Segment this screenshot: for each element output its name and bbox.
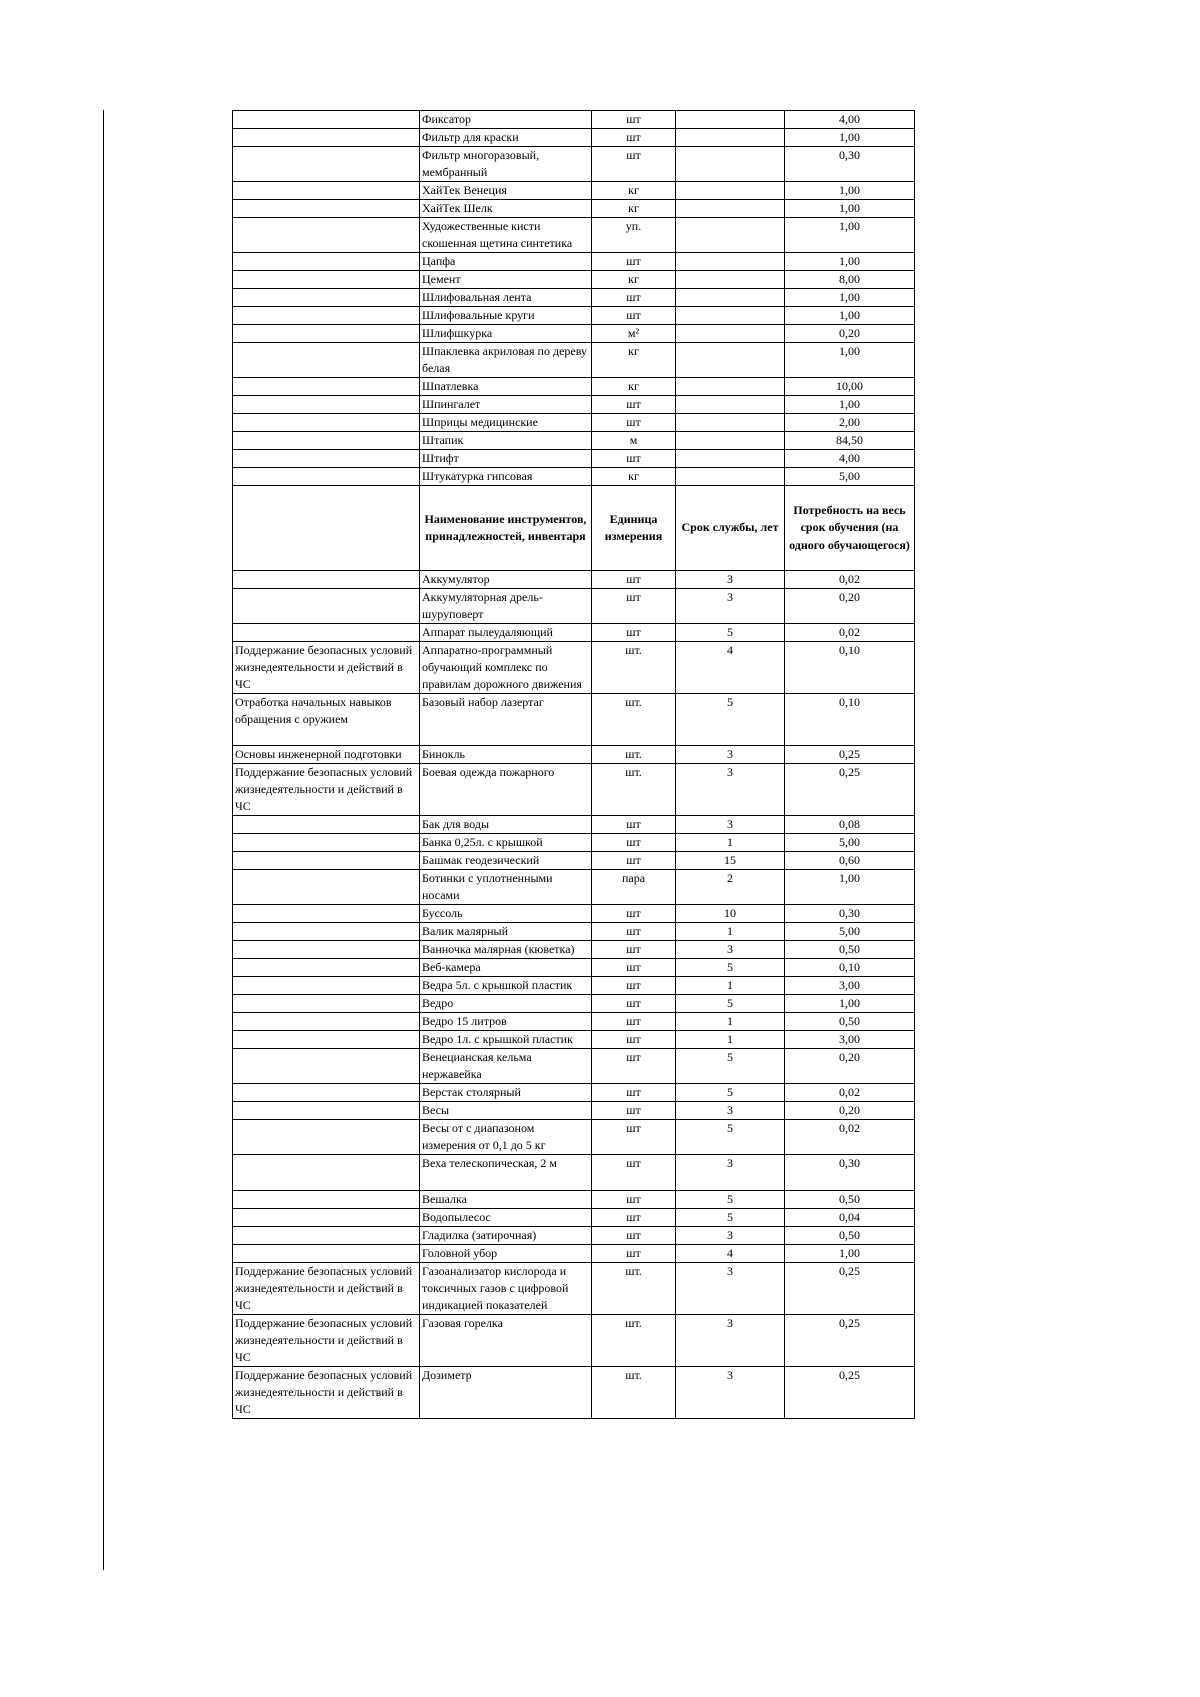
table-row [233,1155,915,1191]
table-row [233,129,915,147]
item-name: Цапфа [420,253,592,271]
item-name: ХайТек Венеция [420,182,592,200]
item-name: Шпаклевка акриловая по дереву белая [420,343,592,378]
item-need: 1,00 [785,343,915,378]
item-name: Газовая горелка [420,1315,592,1367]
item-need: 1,00 [785,1245,915,1263]
item-need: 1,00 [785,200,915,218]
item-section [233,852,420,870]
item-name: Шприцы медицинские [420,414,592,432]
item-unit: шт [592,1227,676,1245]
item-section [233,923,420,941]
item-unit: шт [592,1155,676,1191]
table-row [233,200,915,218]
item-name: Цемент [420,271,592,289]
item-name: Ведра 5л. с крышкой пластик [420,977,592,995]
item-unit: м [592,432,676,450]
item-unit: уп. [592,218,676,253]
item-name: Банка 0,25л. с крышкой [420,834,592,852]
item-need: 84,50 [785,432,915,450]
item-life: 5 [676,995,785,1013]
table-row [233,111,915,129]
item-life: 1 [676,923,785,941]
item-need: 0,02 [785,624,915,642]
item-need: 2,00 [785,414,915,432]
item-life: 1 [676,1013,785,1031]
item-need: 0,30 [785,1155,915,1191]
item-life: 5 [676,624,785,642]
table-row [233,307,915,325]
item-need: 0,30 [785,147,915,182]
table-row [233,764,915,816]
table-row [233,1263,915,1315]
table-row [233,253,915,271]
item-unit: шт [592,1049,676,1084]
table-row [233,1227,915,1245]
item-section: Отработка начальных навыков обращения с оружием [233,694,420,746]
item-unit: шт [592,624,676,642]
item-need: 0,60 [785,852,915,870]
table-row [233,746,915,764]
item-unit: шт. [592,1263,676,1315]
item-name: Штифт [420,450,592,468]
item-name: Гладилка (затирочная) [420,1227,592,1245]
item-need: 0,02 [785,1084,915,1102]
item-unit: шт [592,396,676,414]
item-life: 5 [676,694,785,746]
item-section [233,1209,420,1227]
item-unit: шт. [592,642,676,694]
item-section: Поддержание безопасных условий жизнедеятельности и действий в ЧС [233,642,420,694]
item-section [233,1031,420,1049]
table-row [233,414,915,432]
header-life: Срок службы, лет [676,486,785,571]
item-need: 1,00 [785,995,915,1013]
item-need: 0,10 [785,642,915,694]
item-name: Базовый набор лазертаг [420,694,592,746]
item-name: Вешалка [420,1191,592,1209]
table-row [233,1209,915,1227]
item-unit: шт [592,253,676,271]
item-unit: шт [592,414,676,432]
item-unit: шт [592,307,676,325]
item-unit: шт [592,111,676,129]
item-need: 0,20 [785,1049,915,1084]
item-section [233,816,420,834]
item-unit: кг [592,468,676,486]
item-name: Водопылесос [420,1209,592,1227]
table-row [233,1049,915,1084]
item-need: 3,00 [785,977,915,995]
item-unit: шт [592,834,676,852]
item-need: 0,50 [785,1191,915,1209]
table-row [233,289,915,307]
item-need: 0,10 [785,694,915,746]
item-life: 3 [676,571,785,589]
item-name: Аппарат пылеудаляющий [420,624,592,642]
table-row [233,1120,915,1155]
item-unit: шт. [592,746,676,764]
item-life: 5 [676,1084,785,1102]
item-name: Шлифшкурка [420,325,592,343]
item-life: 2 [676,870,785,905]
item-unit: шт [592,1013,676,1031]
item-name: Боевая одежда пожарного [420,764,592,816]
item-need: 5,00 [785,834,915,852]
item-life: 3 [676,1227,785,1245]
item-life: 3 [676,746,785,764]
item-name: Газоанализатор кислорода и токсичных газов с цифровой индикацией показателей [420,1263,592,1315]
item-unit: шт [592,1084,676,1102]
item-unit: шт [592,1031,676,1049]
item-unit: кг [592,182,676,200]
item-name: Ведро 15 литров [420,1013,592,1031]
item-need: 1,00 [785,396,915,414]
item-life: 5 [676,1191,785,1209]
item-section [233,941,420,959]
table-row [233,571,915,589]
item-section [233,624,420,642]
table-row [233,905,915,923]
item-need: 0,10 [785,959,915,977]
item-life: 15 [676,852,785,870]
item-need: 0,50 [785,1227,915,1245]
item-unit: шт [592,129,676,147]
item-unit: шт [592,450,676,468]
item-section [233,1227,420,1245]
item-unit: м² [592,325,676,343]
item-life: 10 [676,905,785,923]
item-section [233,870,420,905]
item-life: 4 [676,1245,785,1263]
item-life: 4 [676,642,785,694]
item-name: Валик малярный [420,923,592,941]
item-need: 1,00 [785,129,915,147]
item-section [233,959,420,977]
item-life: 3 [676,1102,785,1120]
table-row [233,959,915,977]
item-life: 3 [676,1263,785,1315]
item-name: Башмак геодезический [420,852,592,870]
table-row [233,218,915,253]
item-section: Поддержание безопасных условий жизнедеятельности и действий в ЧС [233,764,420,816]
header-unit: Единица измерения [592,486,676,571]
item-name: Весы [420,1102,592,1120]
item-need: 0,08 [785,816,915,834]
item-section [233,571,420,589]
item-name: Верстак столярный [420,1084,592,1102]
item-unit: шт [592,289,676,307]
item-life: 3 [676,764,785,816]
item-name: Ванночка малярная (кюветка) [420,941,592,959]
item-need: 3,00 [785,1031,915,1049]
table-row [233,589,915,624]
table-row [233,834,915,852]
item-life: 5 [676,959,785,977]
item-unit: шт [592,941,676,959]
item-name: Штукатурка гипсовая [420,468,592,486]
table-header-row [233,486,915,571]
item-need: 1,00 [785,307,915,325]
table-row [233,432,915,450]
item-unit: шт [592,1120,676,1155]
table-row [233,642,915,694]
item-need: 1,00 [785,182,915,200]
item-section [233,1191,420,1209]
item-unit: шт. [592,1367,676,1419]
item-section: Поддержание безопасных условий жизнедеятельности и действий в ЧС [233,1367,420,1419]
item-unit: шт [592,571,676,589]
item-life: 3 [676,941,785,959]
item-unit: шт [592,852,676,870]
item-name: Фиксатор [420,111,592,129]
item-unit: шт [592,1245,676,1263]
item-unit: шт. [592,1315,676,1367]
item-name: Фильтр многоразовый, мембранный [420,147,592,182]
item-name: Весы от с диапазоном измерения от 0,1 до 5 кг [420,1120,592,1155]
item-need: 0,50 [785,941,915,959]
item-name: Аппаратно-программный обучающий комплекс по правилам дорожного движения [420,642,592,694]
table-row [233,694,915,746]
table-row [233,1013,915,1031]
item-name: Шпатлевка [420,378,592,396]
table-row [233,396,915,414]
table-row [233,1084,915,1102]
item-unit: кг [592,343,676,378]
header-need: Потребность на весь срок обучения (на одного обучающегося) [785,486,915,571]
item-need: 0,25 [785,1367,915,1419]
item-name: Аккумуляторная дрель-шуруповерт [420,589,592,624]
item-section [233,1049,420,1084]
table-row [233,977,915,995]
table-row [233,1031,915,1049]
table-row [233,182,915,200]
item-name: Шпингалет [420,396,592,414]
item-name: Веха телескопическая, 2 м [420,1155,592,1191]
item-section: Поддержание безопасных условий жизнедеятельности и действий в ЧС [233,1263,420,1315]
item-unit: шт [592,589,676,624]
item-need: 0,25 [785,746,915,764]
table-row [233,450,915,468]
table-row [233,870,915,905]
table-row [233,941,915,959]
item-life: 5 [676,1120,785,1155]
item-unit: кг [592,378,676,396]
item-need: 0,50 [785,1013,915,1031]
table-row [233,1367,915,1419]
item-section [233,1120,420,1155]
item-need: 10,00 [785,378,915,396]
item-need: 1,00 [785,218,915,253]
table-row [233,325,915,343]
table-row [233,1315,915,1367]
item-life: 1 [676,834,785,852]
item-need: 0,20 [785,325,915,343]
item-section [233,995,420,1013]
item-section [233,1245,420,1263]
item-unit: шт [592,1209,676,1227]
item-name: Бинокль [420,746,592,764]
item-need: 0,25 [785,1315,915,1367]
item-name: Дозиметр [420,1367,592,1419]
item-need: 0,20 [785,1102,915,1120]
item-name: Буссоль [420,905,592,923]
item-name: Венецианская кельма нержавейка [420,1049,592,1084]
item-need: 0,02 [785,1120,915,1155]
left-margin-line [103,110,104,1570]
item-name: Штапик [420,432,592,450]
item-name: Шлифовальная лента [420,289,592,307]
item-need: 0,02 [785,571,915,589]
table-row [233,816,915,834]
item-unit: шт [592,995,676,1013]
item-name: Ведро [420,995,592,1013]
item-unit: шт [592,147,676,182]
item-life: 3 [676,1155,785,1191]
item-need: 0,20 [785,589,915,624]
item-need: 4,00 [785,111,915,129]
table-row [233,343,915,378]
item-unit: шт [592,959,676,977]
item-section [233,977,420,995]
item-need: 0,25 [785,764,915,816]
table-row [233,1245,915,1263]
item-unit: кг [592,271,676,289]
table-row [233,378,915,396]
item-life: 3 [676,1367,785,1419]
item-need: 0,30 [785,905,915,923]
item-unit: шт [592,1102,676,1120]
item-life: 3 [676,816,785,834]
item-unit: шт [592,816,676,834]
equipment-table [232,110,915,1419]
table-row [233,147,915,182]
item-unit: шт. [592,764,676,816]
item-name: Художественные кисти скошенная щетина синтетика [420,218,592,253]
item-unit: шт [592,1191,676,1209]
table-row [233,468,915,486]
item-life: 1 [676,977,785,995]
item-name: Фильтр для краски [420,129,592,147]
item-life: 1 [676,1031,785,1049]
item-name: ХайТек Шелк [420,200,592,218]
item-section [233,1084,420,1102]
item-need: 8,00 [785,271,915,289]
table-row [233,624,915,642]
item-section: Основы инженерной подготовки [233,746,420,764]
item-need: 4,00 [785,450,915,468]
item-unit: шт [592,923,676,941]
item-section [233,1013,420,1031]
item-name: Аккумулятор [420,571,592,589]
item-name: Ботинки с уплотненными носами [420,870,592,905]
item-life: 5 [676,1209,785,1227]
item-need: 1,00 [785,870,915,905]
item-section [233,905,420,923]
item-name: Головной убор [420,1245,592,1263]
item-need: 1,00 [785,289,915,307]
table-row [233,271,915,289]
table-row [233,1102,915,1120]
item-unit: шт [592,977,676,995]
item-need: 0,25 [785,1263,915,1315]
item-need: 1,00 [785,253,915,271]
table-row [233,852,915,870]
item-section [233,834,420,852]
item-need: 0,04 [785,1209,915,1227]
item-unit: кг [592,200,676,218]
item-name: Ведро 1л. с крышкой пластик [420,1031,592,1049]
item-life: 3 [676,589,785,624]
table-row [233,923,915,941]
item-name: Шлифовальные круги [420,307,592,325]
item-need: 5,00 [785,923,915,941]
item-unit: шт [592,905,676,923]
item-unit: пара [592,870,676,905]
item-section [233,1155,420,1191]
table-row [233,995,915,1013]
item-name: Веб-камера [420,959,592,977]
item-life: 3 [676,1315,785,1367]
item-name: Бак для воды [420,816,592,834]
header-name: Наименование инструментов, принадлежностей, инвентаря [420,486,592,571]
item-section [233,1102,420,1120]
item-need: 5,00 [785,468,915,486]
item-section: Поддержание безопасных условий жизнедеятельности и действий в ЧС [233,1315,420,1367]
item-life: 5 [676,1049,785,1084]
item-unit: шт. [592,694,676,746]
table-row [233,1191,915,1209]
item-section [233,589,420,624]
